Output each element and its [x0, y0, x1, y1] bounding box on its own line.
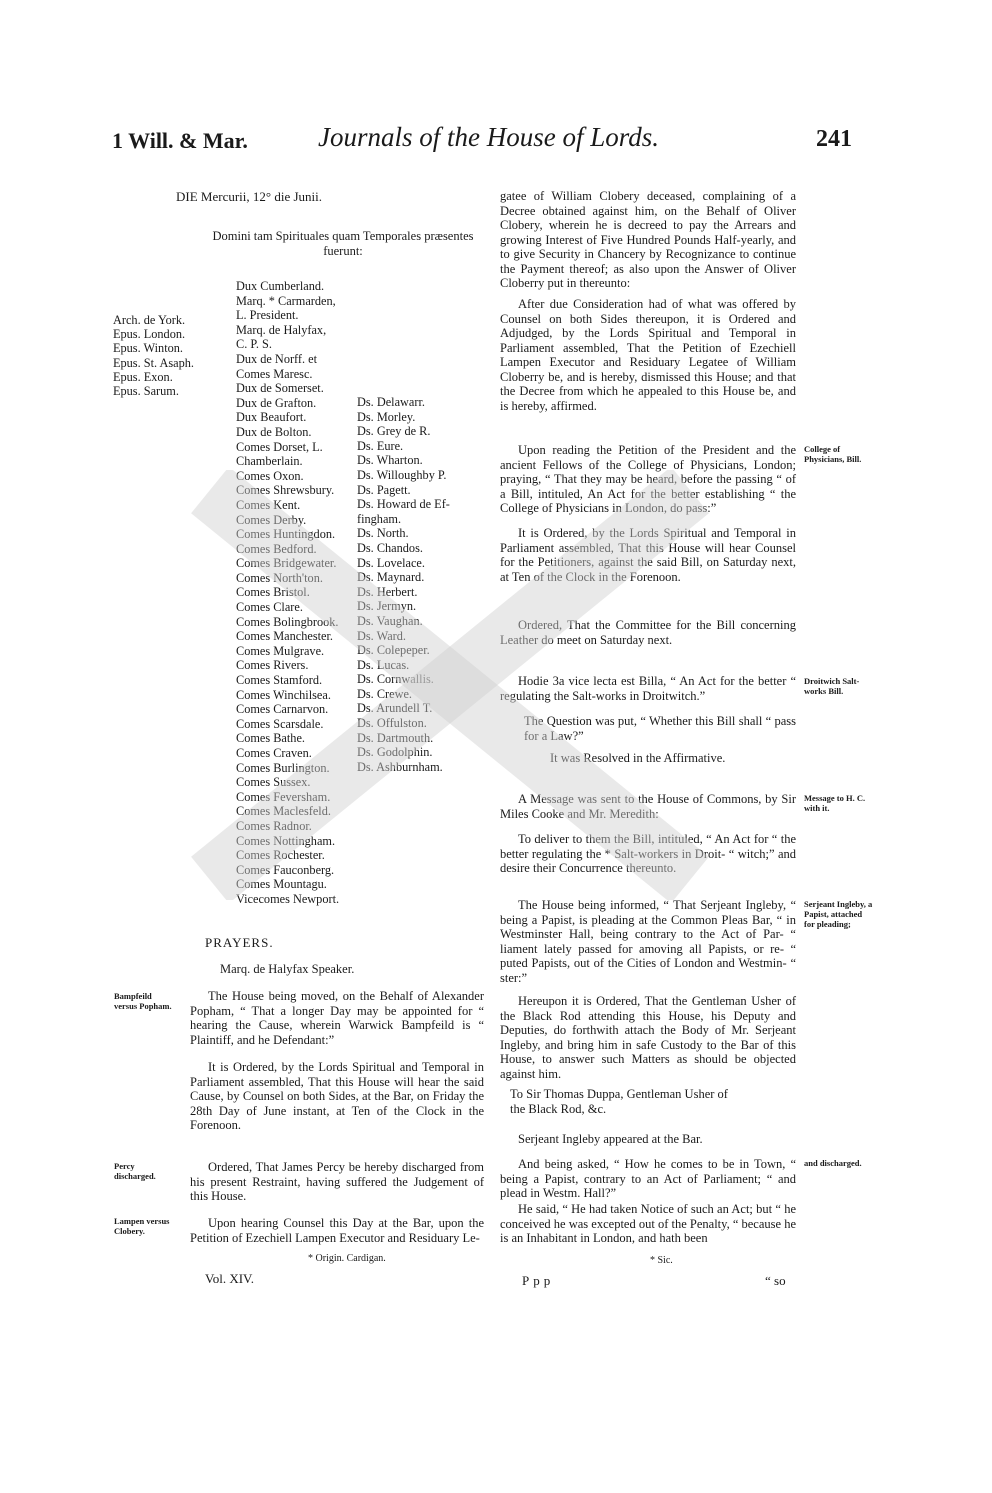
temporal-lord-entry: Ds. Chandos.	[357, 540, 423, 555]
paragraph-ingleby-asked: And being asked, “ How he comes to be in Town, “ being a Papist, contrary to an Act of Parliament; “ and plead in Westm. Hall?”	[500, 1157, 796, 1200]
temporal-lord-entry: Ds. Offulston.	[357, 716, 427, 731]
temporal-lord-entry: Comes Bridgewater.	[236, 556, 337, 571]
spiritual-lord-entry: Epus. London.	[113, 327, 186, 342]
temporal-lord-entry: Comes Shrewsbury.	[236, 483, 335, 498]
temporal-lord-entry: Marq. * Carmarden,	[236, 293, 336, 308]
temporal-lord-entry: Dux Beaufort.	[236, 410, 307, 425]
temporal-lord-entry: Ds. Wharton.	[357, 453, 423, 468]
spiritual-lord-entry: Epus. Exon.	[113, 369, 173, 384]
paragraph-popham-motion: The House being moved, on the Behalf of Alexander Popham, “ That a longer Day may be appointed for “ hearing the Cause, wherein Warwick Bampfeild is “ Plaintiff, and he Defendant:”	[190, 989, 484, 1047]
temporal-lord-entry: Ds. Maynard.	[357, 570, 425, 585]
temporal-lord-entry: Ds. Jermyn.	[357, 599, 417, 614]
margin-note-college-physicians: College of Physicians, Bill.	[804, 444, 862, 464]
temporal-lord-entry: Ds. Arundell T.	[357, 701, 433, 716]
margin-note-discharged: and discharged.	[804, 1158, 862, 1168]
temporal-lord-entry: Comes Stamford.	[236, 673, 323, 688]
running-head-left: 1 Will. & Mar.	[112, 128, 248, 153]
temporal-lord-entry: Ds. Ward.	[357, 628, 406, 643]
temporal-lord-entry: Vicecomes Newport.	[236, 891, 340, 906]
temporal-lord-entry: Dux de Bolton.	[236, 424, 312, 439]
temporal-lord-entry: Ds. Eure.	[357, 438, 404, 453]
temporal-lord-entry: Ds. Willoughby P.	[357, 467, 447, 482]
running-head-title: Journals of the House of Lords.	[318, 122, 660, 152]
temporal-lord-entry: Comes Maresc.	[236, 366, 313, 381]
paragraph-lampen-dismissed: After due Consideration had of what was offered by Counsel on both Sides thereupon, it is Ordered and Adjudged, by the Lords Spiritual and Temporal in Parliament assembled, That the Petition of Ezechiell Lampen Executor and Residuary Legatee of William Cloberry be, and is hereby, dismissed this House; and that the Decree from which he appealed to this House be, and is hereby, affirmed.	[500, 297, 796, 413]
spiritual-lord-entry: Epus. Sarum.	[113, 384, 179, 399]
signature-mark: Ppp	[522, 1273, 555, 1288]
paragraph-resolved: It was Resolved in the Affirmative.	[550, 751, 726, 765]
paragraph-deliver-bill: To deliver to them the Bill, intituled, “ An Act for “ the better regulating the * Salt-workers in Droit- “ witch;” and desire their Concurrence thereunto.	[500, 832, 796, 875]
temporal-lord-entry: Ds. Morley.	[357, 409, 416, 424]
spiritual-lord-entry: Arch. de York.	[113, 313, 186, 327]
temporal-lord-entry: Comes Maclesfeld.	[236, 804, 331, 819]
temporal-lord-entry: Comes Craven.	[236, 746, 312, 760]
temporal-lord-entry: L. President.	[236, 308, 299, 323]
paragraph-question-put: The Question was put, “ Whether this Bill shall “ pass for a Law?”	[524, 714, 796, 743]
paragraph-percy-discharged: Ordered, That James Percy be hereby discharged from his present Restraint, having suffered the Judgement of this House.	[190, 1160, 484, 1203]
footnote-origin: * Origin. Cardigan.	[308, 1253, 386, 1264]
temporal-lord-entry: Ds. Lucas.	[357, 657, 410, 672]
temporal-lord-entry: Comes Scarsdale.	[236, 716, 324, 731]
prayers-heading: PRAYERS.	[205, 935, 274, 950]
temporal-lord-entry: Comes Burlington.	[236, 760, 330, 775]
paragraph-ingleby-said: He said, “ He had taken Notice of such an Act; but “ he conceived he was excepted out of the Penalty, “ because he is an Inhabitant in London, and hath been	[500, 1202, 796, 1245]
temporal-lord-entry: Comes Carnarvon.	[236, 702, 329, 717]
paragraph-physicians-order: It is Ordered, by the Lords Spiritual and Temporal in Parliament assembled, That this House will hear Counsel for the Petitioners, against the said Bill, on Saturday next, at Ten of the Clock in the Forenoon.	[500, 526, 796, 584]
temporal-lord-entry: Comes Derby.	[236, 512, 307, 527]
temporal-lord-entry: Comes Manchester.	[236, 629, 333, 644]
paragraph-to-duppa: To Sir Thomas Duppa, Gentleman Usher of the Black Rod, &c.	[510, 1087, 728, 1116]
temporal-lord-entry: Comes Kent.	[236, 497, 301, 512]
temporal-lord-entry: Comes Huntingdon.	[236, 527, 336, 542]
temporal-lord-entry: Ds. Dartmouth.	[357, 730, 434, 745]
temporal-lord-entry: Ds. Cornwallis.	[357, 672, 434, 687]
margin-note-droitwich: Droitwich Salt-works Bill.	[804, 676, 860, 696]
paragraph-popham-order: It is Ordered, by the Lords Spiritual and Temporal in Parliament assembled, That this House will hear the said Cause, by Counsel on both Sides, at the Bar, on Friday the 28th Day of June instant, at Ten of the Clock in the Forenoon.	[190, 1060, 484, 1132]
temporal-lord-entry: Comes Nottingham.	[236, 833, 336, 848]
footnote-sic: * Sic.	[650, 1255, 673, 1266]
spiritual-lords-list	[113, 313, 194, 398]
margin-note-lampen: Lampen versus Clobery.	[114, 1216, 170, 1236]
temporal-lord-entry: Dux Cumberland.	[236, 279, 325, 293]
temporal-lord-entry: Comes Bathe.	[236, 731, 305, 746]
paragraph-message-sent: A Message was sent to the House of Commons, by Sir Miles Cooke and Mr. Meredith:	[500, 792, 796, 821]
paragraph-ingleby-informed: The House being informed, “ That Serjeant Ingleby, “ being a Papist, is pleading at the Common Pleas Bar, “ in Westminster Hall, being contrary to the Act of Par- “ liament lately passed for amoving all Papists, or re- “ puted Papists, out of the Cities of London and Westmin- “ ster:”	[500, 898, 796, 985]
speaker-line: Marq. de Halyfax Speaker.	[220, 962, 355, 976]
paragraph-ingleby-appeared: Serjeant Ingleby appeared at the Bar.	[518, 1132, 703, 1146]
temporal-lord-entry: Ds. Delawarr.	[357, 395, 425, 409]
temporal-lord-entry: fingham.	[357, 511, 402, 526]
temporal-lord-entry: Comes Clare.	[236, 600, 303, 615]
temporal-lord-entry: Dux de Grafton.	[236, 395, 317, 410]
temporal-lord-entry: Comes Mountagu.	[236, 877, 327, 892]
temporal-lord-entry: Ds. Vaughan.	[357, 613, 423, 628]
temporal-lord-entry: Ds. Pagett.	[357, 482, 411, 497]
date-line: DIE Mercurii, 12° die Junii.	[176, 189, 323, 204]
temporal-lords-column-2	[357, 395, 450, 774]
volume-label: Vol. XIV.	[205, 1271, 255, 1286]
catchword: “ so	[765, 1273, 786, 1288]
temporal-lord-entry: Ds. Lovelace.	[357, 555, 425, 570]
temporal-lord-entry: Comes Radnor.	[236, 818, 312, 833]
temporal-lord-entry: Comes Winchilsea.	[236, 687, 331, 702]
margin-note-bampfeild: Bampfeild versus Popham.	[114, 991, 172, 1011]
temporal-lord-entry: Comes Feversham.	[236, 789, 331, 804]
temporal-lord-entry: Comes Bolingbrook.	[236, 614, 339, 629]
present-intro: Domini tam Spirituales quam Temporales præsentes fuerunt:	[212, 229, 474, 258]
temporal-lord-entry: Dux de Somerset.	[236, 381, 324, 396]
temporal-lords-column-1	[236, 279, 339, 907]
temporal-lord-entry: Comes Rivers.	[236, 658, 309, 673]
temporal-lord-entry: Ds. Colepeper.	[357, 643, 430, 658]
temporal-lord-entry: Comes Oxon.	[236, 468, 304, 483]
margin-note-percy: Percy discharged.	[114, 1161, 156, 1181]
margin-note-ingleby-attached: Serjeant Ingleby, a Papist, attached for pleading;	[804, 899, 873, 929]
temporal-lord-entry: Comes North'ton.	[236, 570, 323, 585]
spiritual-lord-entry: Epus. Winton.	[113, 341, 183, 356]
temporal-lord-entry: Comes Mulgrave.	[236, 643, 325, 658]
paragraph-physicians-petition: Upon reading the Petition of the President and the ancient Fellows of the College of Physicians, London; praying, “ That they may be heard, before the passing “ of a Bill, intituled, An Act for the better establishing “ the College of Physicians in London, do pass:”	[500, 443, 796, 515]
temporal-lord-entry: Ds. Crewe.	[357, 686, 412, 701]
temporal-lord-entry: Comes Rochester.	[236, 848, 325, 863]
temporal-lord-entry: Ds. Godolphin.	[357, 745, 433, 760]
temporal-lord-entry: Ds. Ashburnham.	[357, 759, 443, 774]
paragraph-lampen-decree: gatee of William Clobery deceased, complaining of a Decree obtained against him, on the Behalf of Oliver Clobery, wherein he is decreed to pay the Arrears and growing Interest of Five Hundred Pounds Half-yearly, and to give Security in Chancery by Recognizance to continue the Payment thereof; as also upon the Answer of Oliver Cloberry put in thereunto:	[500, 189, 796, 290]
margin-note-message: Message to H. C. with it.	[804, 793, 866, 813]
temporal-lord-entry: Ds. North.	[357, 526, 409, 541]
temporal-lord-entry: Comes Bedford.	[236, 541, 317, 556]
temporal-lord-entry: Ds. Herbert.	[357, 584, 418, 599]
temporal-lord-entry: Dux de Norff. et	[236, 351, 318, 366]
paragraph-leather-committee: Ordered, That the Committee for the Bill concerning Leather do meet on Saturday next.	[500, 618, 796, 647]
temporal-lord-entry: Chamberlain.	[236, 454, 303, 469]
paragraph-ingleby-attach: Hereupon it is Ordered, That the Gentleman Usher of the Black Rod attending this House, his Deputy and Deputies, do forthwith attach the Body of Mr. Serjeant Ingleby, and bring him in safe Custody to the Bar of this House, to answer such Matters as should be objected against him.	[500, 994, 796, 1081]
temporal-lord-entry: Marq. de Halyfax,	[236, 322, 327, 337]
paragraph-lampen-hearing: Upon hearing Counsel this Day at the Bar, upon the Petition of Ezechiell Lampen Executor and Residuary Le-	[190, 1216, 484, 1245]
temporal-lord-entry: Comes Bristol.	[236, 585, 310, 600]
spiritual-lord-entry: Epus. St. Asaph.	[113, 355, 194, 370]
temporal-lord-entry: Ds. Grey de R.	[357, 424, 431, 439]
paragraph-droitwich-reading: Hodie 3a vice lecta est Billa, “ An Act for the better “ regulating the Salt-works in Droitwitch.”	[500, 674, 796, 703]
temporal-lord-entry: Comes Fauconberg.	[236, 862, 335, 877]
temporal-lord-entry: Comes Dorset, L.	[236, 439, 323, 454]
temporal-lord-entry: Ds. Howard de Ef-	[357, 497, 450, 512]
temporal-lord-entry: Comes Sussex.	[236, 775, 311, 790]
page-number: 241	[816, 126, 852, 152]
temporal-lord-entry: C. P. S.	[236, 337, 272, 352]
